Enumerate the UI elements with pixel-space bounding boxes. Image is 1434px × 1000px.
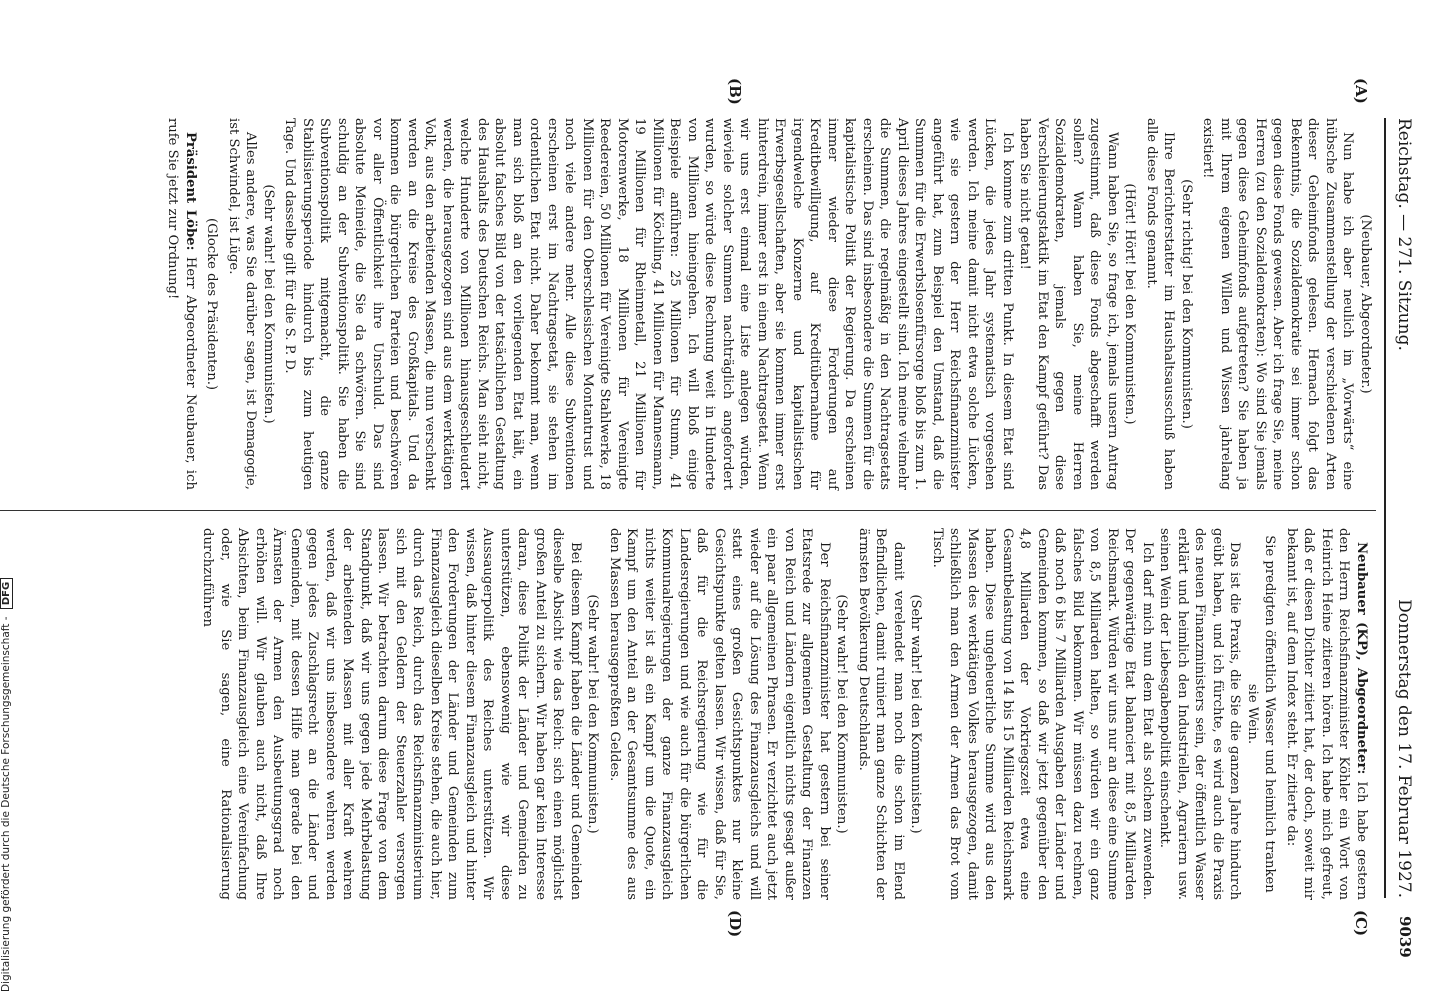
interjection: (Hört! Hört! bei den Kommunisten.) (1122, 183, 1138, 425)
header-session: Reichstag. — 271. Sitzung. (1394, 118, 1414, 351)
interjection: (Glocke des Präsidenten.) (204, 217, 220, 391)
footer-strip (0, 0, 14, 1000)
margin-marker-c: (C) (1352, 910, 1370, 937)
margin-marker-a: (A) (1352, 78, 1370, 104)
body-paragraph: Nun habe ich aber neulich im „Vorwärts“ eine hübsche Zusammenstellung der verschiedenen Arten dieser Geheimfonds gelesen. Hernach folgt das Bekenntnis, die Sozialdemokratie sei immer schon gegen diese Fonds gewesen. Aber ich frage Sie, meine Herren (zu den Sozialdemokraten): Wo sind Sie jemals gegen diese Geheimfonds aufgetreten? Sie haben ja mit Ihrem eigenen Willen und Wissen jahrelang existiert! (1200, 118, 1356, 490)
speech-text: Herr Abgeordneter Neubauer, ich rufe Sie jetzt zur Ordnung! (165, 118, 198, 490)
interjection: (Sehr wahr! bei den Kommunisten.) (261, 184, 276, 424)
body-paragraph: Wann haben Sie, so frage ich, jemals unsern Antrag zugestimmt, daß diese Fonds abgeschafft werden sollen? Wann haben Sie, meine Herren Sozialdemokraten, jemals gegen diese Verschleierungstaktik im Etat den Kampf geführt? Das haben Sie nicht getan! (1017, 118, 1120, 490)
speaker-continuation: (Neubauer, Abgeordneter.) (1358, 214, 1373, 394)
body-paragraph: damit verelendet man noch die schon im Elend Befindlichen, damit ruiniert man ganze Schichten der ärmsten Bevölkerung Deutschlands. (856, 528, 906, 900)
left-text-column (164, 118, 1374, 490)
page-number: 9039 (1396, 916, 1414, 958)
header-date: Donnerstag den 17. Februar 1927. (1394, 599, 1414, 898)
body-paragraph: Der Reichsfinanzminister hat gestern bei seiner Etatsrede zur allgemeinen Gestaltung der Finanzen von Reich und Ländern eigentlich nichts gesagt außer ein paar allgemeinen Phrasen. Er verzichtet auch jetzt wieder auf die Lösung des Finanzausgleichs und will statt eines großen Gesichtspunktes nur kleine Gesichtspunkte gelten lassen. Wir wissen, daß für Sie, daß für die Reichsregierung wie für die Landesregierungen und wie auch für die bürgerlichen Kommunalregierungen der ganze Finanzausgleich nichts weiter ist als ein Kampf um die Quote, ein Kampf um den Anteil an der Gesamtsumme des aus den Massen herausgepreßten Geldes. (607, 528, 832, 900)
speech-text: Ich habe gestern den Herrn Reichsfinanzminister Köhler ein Wort von Heinrich Heine zitieren hören. Ich habe mich gefreut, daß er diesen Dichter zitiert hat, der doch, soweit mir bekannt ist, auf dem Index steht. Er zitierte da: (1284, 528, 1369, 900)
column-divider (0, 510, 1376, 511)
speech-paragraph (164, 118, 199, 490)
body-paragraph: Alles andere, was Sie darüber sagen, ist Demagogie, ist Schwindel, ist Lüge. (226, 118, 259, 490)
body-paragraph: Ich komme zum dritten Punkt. In diesem Etat sind Lücken, die jedes Jahr systematisch vorgesehen werden. Ich meine damit nicht etwa solche Lücken, wie sie gestern der Herr Reichsfinanzminister angeführt hat, zum Beispiel den Umstand, daß die Summen für die Erwerbslosenfürsorge bloß bis zum 1. April dieses Jahres eingestellt sind. Ich meine vielmehr die Summen, die regelmäßig in den Nachtragsetats erscheinen. Das sind insbesondere die Summen für die kapitalistische Politik der Regierung. Da erscheinen immer wieder diese Forderungen auf Kreditbewilligung, auf Kreditübernahme für irgendwelche Konzerne und kapitalistischen Erwerbsgesellschaften, aber sie kommen immer erst hinterdrein, immer erst in einem Nachtragsetat. Wenn wir uns erst einmal eine Liste anlegen würden, wieviele solcher Summen nachträglich angefordert wurden, so würde diese Rechnung weit in Hunderte von Millionen hineingehen. Ich will bloß einige Beispiele anführen: 25 Millionen für Stumm, 41 Millionen für Köchling, 41 Millionen für Mannesmann, 19 Millionen für Rheinmetall, 21 Millionen für Motorenwerke, 18 Millionen für Vereinigte Reedereien, 50 Millionen für Vereinigte Stahlwerke, 18 Millionen für den Oberschlesischen Montantrust und noch viele andere mehr. Alle diese Subventionen erscheinen erst im Nachtragsetat, sie stehen im ordentlichen Etat nicht. Daher bekommt man, wenn man sich bloß an den vorliegenden Etat hält, ein absolut falsches Bild von der tatsächlichen Gestaltung des Haushalts des Deutschen Reichs. Man sieht nicht, welche Hunderte von Millionen hinausgeschleudert werden, die herausgezogen sind aus dem werktätigen Volk, aus den arbeitenden Massen, die nun verschenkt werden an die Kreise des Großkapitals. Und da kommen die bürgerlichen Parteien und beschwören vor aller Öffentlichkeit ihre Unschuld. Das sind absolute Meineide, die Sie da schwören. Sie sind schuldig an der Subventionspolitik. Sie haben die Subventionspolitik mitgemacht, die ganze Stabilisierungsperiode hindurch bis zum heutigen Tage. Und dasselbe gilt für die S. P. D. (282, 118, 1015, 490)
dfg-logo: DFG (0, 578, 13, 609)
right-text-column (199, 528, 1374, 900)
speaker-name: Neubauer (KP), Abgeordneter: (1354, 542, 1369, 775)
interjection: (Sehr wahr! bei den Kommunisten.) (834, 594, 850, 834)
funding-note: Digitalisierung gefördert durch die Deutsche Forschungsgemeinschaft - (0, 616, 12, 992)
body-paragraph: Ich darf mich nun dem Etat als solchem zuwenden. Der gegenwärtige Etat balanciert mit 8,5 Milliarden Reichsmark. Würden wir uns nur an diese eine Summe von 8,5 Milliarden halten, so würden wir ein ganz falsches Bild bekommen. Wir müssen dazu rechnen, daß noch 6 bis 7 Milliarden Ausgaben der Länder und Gemeinden kommen, so daß wir jetzt gegenüber den 4,8 Milliarden der Vorkriegszeit etwa eine Gesamtbelastung von 14 bis 15 Milliarden Reichsmark haben. Diese ungeheuerliche Summe wird aus den Massen des werktätigen Volkes herausgezogen, damit schließlich man den Armen der Armen das Brot vom Tisch. (930, 528, 1155, 900)
margin-marker-d: (D) (726, 910, 744, 938)
body-paragraph: Bei diesem Kampf haben die Länder und Gemeinden dieselbe Absicht wie das Reich: sich einen möglichst großen Anteil zu sichern. Wir haben gar kein Interesse daran, diese Politik der Länder und Gemeinden zu unterstützen, ebensowenig wie wir diese Aussaugerpolitik des Reiches unterstützen. Wir wissen, daß hinter diesem Finanzausgleich und hinter den Forderungen der Länder und Gemeinden zum Finanzausgleich dieselben Kreise stehen, die auch hier, durch das Reich, durch das Reichsfinanzministerium sich mit den Geldern der Steuerzahler versorgen lassen. Wir betrachten darum diese Frage von dem Standpunkt, daß wir uns gegen jede Mehrbelastung der arbeitenden Massen mit aller Kraft wehren werden, daß wir uns insbesondere wehren werden gegen jedes Zuschlagsrecht an die Länder und Gemeinden, mit dessen Hilfe man gerade bei den Ärmsten der Armen den Ausbeutungsgrad noch erhöhen will. Wir glauben auch nicht, daß Ihre Absichten, beim Finanzausgleich eine Vereinfachung oder, wie Sie sagen, eine Rationalisierung durchzuführen (200, 528, 583, 900)
interjection: (Sehr wahr! bei den Kommunisten.) (908, 594, 924, 834)
interjection: (Sehr wahr! bei den Kommunisten.) (585, 594, 601, 834)
body-paragraph: Das ist die Praxis, die Sie die ganzen Jahre hindurch geübt haben, und ich fürchte, es wird auch die Praxis des neuen Finanzministers sein, der öffentlich Wasser erklärt und heimlich den Industriellen, Agrariern usw. seinen Wein der Liebesgabenpolitik einschenkt. (1157, 528, 1243, 900)
interjection: (Sehr richtig! bei den Kommunisten.) (1179, 179, 1194, 429)
speaker-name: Präsident Löbe: (183, 132, 198, 251)
page-header (1384, 118, 1416, 898)
speech-paragraph (1283, 528, 1371, 900)
body-paragraph: Ihre Berichterstatter im Haushaltsausschuß haben alle diese Fonds genannt. (1144, 118, 1177, 490)
margin-marker-b: (B) (726, 78, 744, 105)
interjection: Sie predigten öffentlich Wasser und heimlich tranken sie Wein. (1245, 535, 1278, 893)
